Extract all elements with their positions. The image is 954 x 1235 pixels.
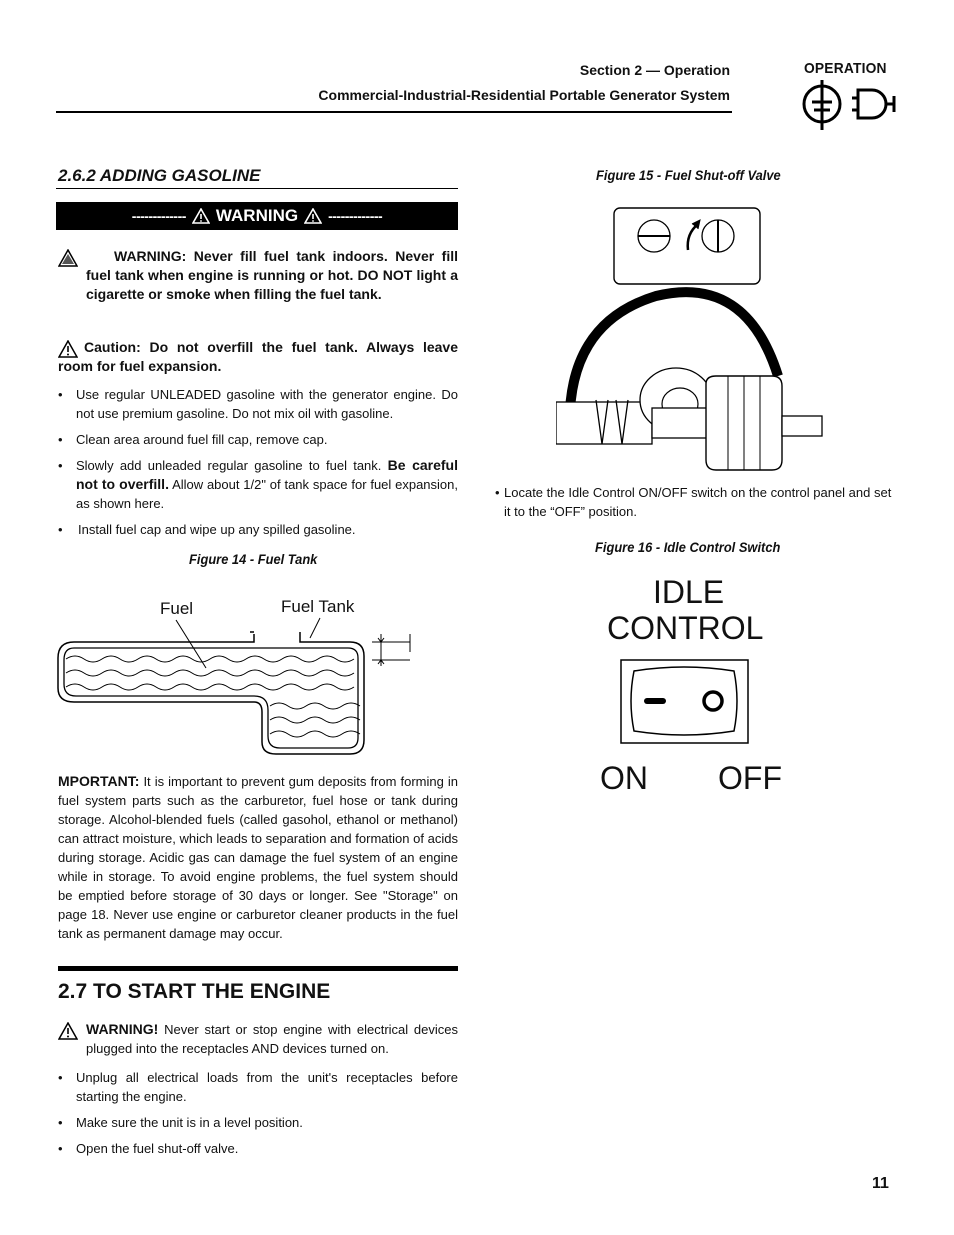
fuel-tank-label: Fuel Tank (281, 597, 355, 616)
section-label: Section 2 — Operation (579, 62, 730, 78)
figure-16-caption: Figure 16 - Idle Control Switch (595, 539, 781, 555)
section-rule (58, 966, 458, 971)
list-item: • Make sure the unit is in a level position. (58, 1115, 303, 1130)
important-label: MPORTANT: (58, 773, 140, 789)
figure-14-caption: Figure 14 - Fuel Tank (189, 551, 318, 567)
fuel-tank-diagram (54, 612, 424, 760)
off-label: OFF (718, 760, 782, 796)
figure-15-caption: Figure 15 - Fuel Shut-off Valve (596, 167, 781, 183)
warning-triangle-icon (192, 208, 210, 224)
start-warning-text: Never start or stop engine with electrical devices plugged into the receptacles AND devices turned on. (86, 1022, 458, 1056)
warning-banner-label: WARNING (215, 206, 299, 225)
caution-triangle-icon (58, 1022, 78, 1040)
list-item: • Clean area around fuel fill cap, remove cap. (58, 432, 328, 447)
warning-banner (56, 202, 458, 230)
operation-badge: OPERATION (804, 60, 887, 77)
idle-label-line1: IDLE (653, 574, 725, 610)
caution-text: Caution: Do not overfill the fuel tank. Always leave room for fuel expansion. (58, 339, 458, 374)
start-warning-label: WARNING! (86, 1021, 159, 1037)
on-indicator-icon (644, 698, 666, 704)
fuel-warning-text: WARNING: Never fill fuel tank indoors. Never fill fuel tank when engine is running or hot. DO NOT light a cigarette or smoke when filling the fuel tank. (86, 248, 458, 302)
idle-label-line2: CONTROL (607, 610, 764, 646)
idle-control-label (607, 574, 763, 646)
section-heading-start-engine: 2.7 TO START THE ENGINE (58, 980, 331, 1003)
operation-symbol-icon (800, 80, 900, 132)
caution-note (58, 338, 458, 376)
fuel-shutoff-valve-diagram (556, 204, 826, 480)
hazard-triangle-icon (58, 249, 78, 267)
list-item: • Unplug all electrical loads from the unit's receptacles before starting the engine. (58, 1070, 458, 1104)
header-rule (56, 111, 732, 113)
warning-triangle-icon (304, 208, 322, 224)
important-text: It is important to prevent gum deposits from forming in fuel system parts such as the carburetor, fuel hose or tank during storage. Alcohol-blended fuels (called gasohol, ethanol or methanol) can attract moisture, which leads to separation and formation of acids during storage. Acidic gas can damage the fuel system of an engine while in storage. To avoid engine problems, the fuel system should be emptied before storage of 30 days or longer. See "Storage" on page 18. Never use engine or carburetor cleaner products in the fuel tank as permanent damage may occur. (58, 774, 458, 941)
list-item: • Use regular UNLEADED gasoline with the generator engine. Do not use premium gasoline. Do not mix oil with gasoline. (58, 387, 458, 421)
important-note (58, 772, 458, 943)
list-item: • Locate the Idle Control ON/OFF switch on the control panel and set it to the “OFF” position. (495, 485, 892, 519)
warning-dashes-left: ------------- (131, 208, 186, 224)
on-label: ON (600, 760, 648, 796)
warning-dashes-right: ------------- (328, 208, 383, 224)
start-warning (58, 1020, 458, 1058)
list-item: • Open the fuel shut-off valve. (58, 1141, 239, 1156)
fuel-label: Fuel (160, 599, 194, 618)
list-item: • Slowly add unleaded regular gasoline to fuel tank. Be careful not to overfill. Allow about 1/2" of tank space for fuel expansion, as shown here. (58, 457, 458, 511)
page-number: 11 (872, 1175, 889, 1192)
list-item: • Install fuel cap and wipe up any spilled gasoline. (58, 522, 356, 537)
section-heading-adding-gasoline: 2.6.2 ADDING GASOLINE (58, 166, 261, 185)
document-title: Commercial-Industrial-Residential Portable Generator System (318, 87, 730, 103)
idle-control-switch[interactable] (620, 659, 750, 745)
fuel-warning (58, 247, 458, 304)
heading-rule (56, 188, 458, 189)
caution-triangle-icon (58, 340, 78, 358)
